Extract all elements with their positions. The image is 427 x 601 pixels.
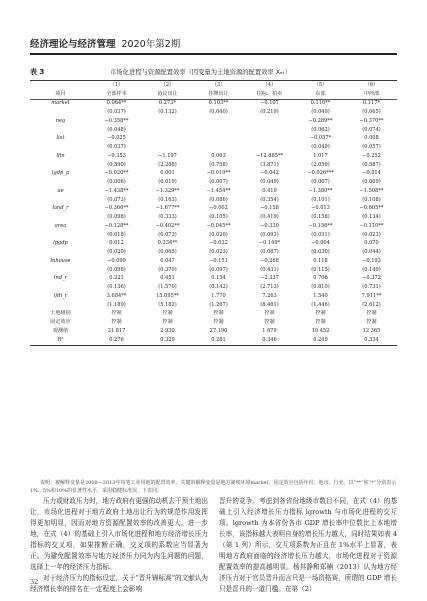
table-row-se [30, 143, 397, 152]
column-number: （1） [91, 81, 142, 90]
std-error-cell [244, 143, 295, 152]
coefficient-cell: 0.070 [364, 240, 379, 247]
coefficient-cell [142, 135, 193, 144]
std-error-cell: (0.007) [311, 179, 330, 186]
body-paragraph: 晋升的竞争。考虑到各省份地级市数目不同，在式（4）的基础上引入经济增长压力指标 lgrowth 与市场化进程的交互项。lgrowth 为本省份各市 GDP 增长率中位数比上本地增长率，该指标越大表明自身的增长压力越大，同时结果如表 4（第 1 列）所示，交互项系数为正且在 1%水平上显著，表明地方政府面临的经济增长压力越大，市场化进程对于资源配置效率的提高越明显。杨其静和郑楠（2013）认为地方经济压力对于官员晋升而言只是一场资格赛，所谓的 GDP 增长只是晋升的一道门槛。在第（2） [219, 497, 397, 593]
std-error-cell: (0.040) [209, 109, 228, 116]
coefficient-cell: 0.117* [362, 100, 381, 107]
table-row-se [30, 126, 397, 135]
coefficient-cell: 0.273* [158, 100, 177, 107]
column-number: （2） [142, 81, 193, 90]
std-error-cell: (0.419) [260, 214, 279, 221]
coefficient-cell: −1.454** [206, 187, 231, 194]
std-error-cell: (0.073) [107, 196, 126, 203]
footer-cell: 2 930 [160, 327, 175, 334]
std-error-cell: (0.370) [158, 266, 177, 273]
column-label: 中西部 [346, 90, 397, 99]
table-row [30, 222, 397, 231]
std-error-cell: (0.087) [260, 249, 279, 256]
footer-cell: 控制 [162, 310, 173, 317]
header-cell-empty [30, 81, 91, 90]
coefficient-cell: −12.885** [255, 152, 284, 159]
variable-name-blank [30, 231, 91, 240]
column-number: （5） [295, 81, 346, 90]
coefficient-cell: −0.128** [104, 222, 129, 229]
footer-cell: 控制 [366, 310, 377, 317]
std-error-cell: (0.163) [158, 196, 177, 203]
coefficient-cell: −0.149* [258, 240, 281, 247]
table-row-se [30, 301, 397, 310]
body-column-right [219, 496, 397, 595]
column-number: （4） [244, 81, 295, 90]
std-error-cell: (0.149) [362, 266, 381, 273]
variable-name-blank [30, 143, 91, 152]
coefficient-cell: −0.013 [311, 205, 330, 212]
coefficient-cell [193, 117, 244, 126]
std-error-cell: (0.030) [311, 249, 330, 256]
coefficient-cell: −0.353 [107, 152, 126, 159]
std-error-cell: (0.108) [362, 196, 381, 203]
coefficient-cell: −0.268 [260, 257, 279, 264]
coefficient-cell: −0.107 [260, 100, 279, 107]
std-error-cell: (0.007) [209, 179, 228, 186]
variable-name-blank [30, 248, 91, 257]
body-column-left [30, 496, 208, 595]
variable-name: ue [57, 187, 64, 194]
footer-cell: 控制 [366, 319, 377, 326]
column-number: （6） [346, 81, 397, 90]
std-error-cell: (3.871) [260, 161, 279, 168]
column-label: 东部 [295, 90, 346, 99]
table-row [30, 240, 397, 249]
coefficient-cell: 0.118 [313, 257, 328, 264]
std-error-cell: (0.731) [362, 284, 381, 291]
column-number: （3） [193, 81, 244, 90]
coefficient-cell: −0.099 [107, 257, 126, 264]
std-error-cell: (2.059) [311, 161, 330, 168]
variable-name: lgdp_g [51, 170, 70, 177]
coefficient-cell: 0.706 [313, 275, 328, 282]
std-error-cell: (5.182) [158, 301, 177, 308]
footer-cell: 0.346 [244, 336, 295, 345]
table-header-numbers [30, 81, 397, 90]
footer-cell: 控制 [111, 310, 122, 317]
std-error-cell: (2.612) [362, 301, 381, 308]
coefficient-cell: −0.158 [260, 205, 279, 212]
coefficient-cell: −0.289** [308, 117, 333, 124]
std-error-cell: (1.446) [311, 301, 330, 308]
std-error-cell: (0.810) [311, 284, 330, 291]
coefficient-cell [193, 135, 244, 144]
variable-name: area [54, 222, 67, 229]
table-header-labels [30, 90, 397, 99]
variable-name: land_r [52, 205, 69, 212]
coefficient-cell: −1.438** [104, 187, 129, 194]
std-error-cell: (0.037) [107, 109, 126, 116]
std-error-cell: (0.105) [209, 214, 228, 221]
variable-name-blank [30, 266, 91, 275]
footer-cell: 控制 [111, 319, 122, 326]
std-error-cell: (0.044) [362, 249, 381, 256]
table-row [30, 99, 397, 108]
coefficient-cell: −0.042 [260, 170, 279, 177]
page-number: 32 [30, 578, 39, 586]
table-row [30, 205, 397, 214]
footer-cell: 0.334 [346, 336, 397, 345]
std-error-cell: (0.354) [260, 196, 279, 203]
std-error-cell [142, 126, 193, 135]
std-error-cell: (2.288) [158, 161, 177, 168]
variable-name: lnd_r [53, 275, 68, 282]
footer-cell: 控制 [213, 319, 224, 326]
footer-label: 土地级别 [50, 310, 71, 317]
footer-cell: 12 365 [362, 327, 381, 334]
std-error-cell: (0.431) [260, 266, 279, 273]
table-row [30, 152, 397, 161]
std-error-cell: (0.020) [209, 231, 228, 238]
variable-name: lpgdp [53, 240, 68, 247]
std-error-cell: (8.461) [260, 301, 279, 308]
footer-cell: 1 679 [262, 327, 277, 334]
coefficient-cell: −0.045** [206, 222, 231, 229]
coefficient-cell: −0.252 [362, 152, 381, 159]
coefficient-cell: −0.402** [155, 222, 180, 229]
std-error-cell: (0.049) [311, 144, 330, 151]
variable-name-blank [30, 301, 91, 310]
coefficient-cell: 0.221 [109, 275, 124, 282]
column-label: 全部样本 [91, 90, 142, 99]
coefficient-cell: 0.103** [208, 100, 229, 107]
footer-cell: 19 452 [311, 327, 330, 334]
footer-cell: 0.329 [142, 336, 193, 345]
std-error-cell: (0.132) [158, 109, 177, 116]
std-error-cell: (2.713) [260, 284, 279, 291]
std-error-cell: (0.020) [107, 249, 126, 256]
std-error-cell: (0.098) [107, 214, 126, 221]
std-error-cell: (0.065) [362, 109, 381, 116]
table-row [30, 275, 397, 284]
table-number: 表 3 [30, 68, 45, 76]
std-error-cell [244, 126, 295, 135]
table-notes: 说明：被解释变量是2008—2013年每笔工业用地的配置效率，关键的解释变量是地方制度环境market。固定效应包括年份、地市、行业、以“**”和“*”分别表示1%、5%和10%的显著性水平，采用稳健标准误。下表同。 [30, 480, 397, 494]
variable-name: lfdi_r [53, 292, 68, 299]
table-row-se [30, 266, 397, 275]
std-error-cell: (1.570) [158, 284, 177, 291]
coefficient-cell: 0.001 [160, 170, 175, 177]
header-rule [30, 53, 397, 55]
coefficient-cell: −0.025 [107, 135, 126, 142]
std-error-cell: (0.097) [209, 266, 228, 273]
std-error-cell: (0.086) [209, 196, 228, 203]
coefficient-cell: 7.911** [361, 292, 382, 299]
footer-cell: 27 190 [209, 327, 228, 334]
coefficient-cell: −0.002 [209, 205, 228, 212]
std-error-cell: (0.101) [311, 196, 330, 203]
variable-name-blank [30, 161, 91, 170]
coefficient-cell [142, 117, 193, 126]
footer-cell: 0.276 [91, 336, 142, 345]
coefficient-cell: −0.156** [308, 222, 333, 229]
footer-cell: 0.249 [295, 336, 346, 345]
coefficient-cell: −0.057* [309, 135, 332, 142]
std-error-cell [193, 126, 244, 135]
std-error-cell: (0.023) [209, 249, 228, 256]
coefficient-cell: −0.330 [260, 222, 279, 229]
variable-name-blank [30, 126, 91, 135]
coefficient-cell: −0.020** [104, 170, 129, 177]
table-footer-row [30, 310, 397, 319]
coefficient-cell: 3.684** [106, 292, 127, 299]
std-error-cell: (0.065) [158, 249, 177, 256]
journal-name: 经济理论与经济管理 [30, 39, 116, 50]
variable-name: list [56, 135, 65, 142]
body-paragraph: 对于经济压力的指标设定，关于“晋升锦标赛”的文献认为经济增长率的排名在一定程度上会影响 [30, 574, 208, 593]
std-error-cell: (0.587) [362, 161, 381, 168]
coefficient-cell: 1.770 [211, 292, 226, 299]
footer-cell: 31 817 [107, 327, 126, 334]
table-row [30, 257, 397, 266]
footer-label: 固定效应 [50, 319, 71, 326]
variable-name: lfin [56, 152, 65, 159]
std-error-cell: (0.048) [107, 126, 126, 133]
column-label: 挂牌出让 [193, 90, 244, 99]
std-error-cell: (0.057) [362, 144, 381, 151]
table-row-se [30, 248, 397, 257]
variable-name-blank [30, 196, 91, 205]
coefficient-cell [244, 117, 295, 126]
std-error-cell: (0.009) [362, 179, 381, 186]
coefficient-cell: −0.019** [206, 170, 231, 177]
std-error-cell: (0.136) [107, 284, 126, 291]
std-error-cell: (0.049) [311, 109, 330, 116]
std-error-cell: (0.018) [107, 231, 126, 238]
coefficient-cell: −0.032 [209, 240, 228, 247]
table-row [30, 292, 397, 301]
footer-cell: 0.281 [193, 336, 244, 345]
footer-label: 观测值 [52, 327, 69, 334]
coefficient-cell: −0.004 [311, 240, 330, 247]
coefficient-cell: −0.370** [359, 117, 384, 124]
coefficient-cell: −0.193 [362, 257, 381, 264]
coefficient-cell: −1.677** [155, 205, 180, 212]
std-error-cell: (0.098) [107, 266, 126, 273]
coefficient-cell: 0.154 [211, 275, 226, 282]
coefficient-cell: 0.451 [160, 275, 175, 282]
coefficient-cell: −1.380** [308, 187, 333, 194]
coefficient-cell: 0.008 [364, 135, 379, 142]
coefficient-cell: −0.372 [362, 275, 381, 282]
coefficient-cell: 7.263 [262, 292, 277, 299]
coefficient-cell: −0.366** [104, 205, 129, 212]
table-row-se [30, 108, 397, 117]
std-error-cell: (0.062) [311, 126, 330, 133]
journal-issue: 2020年第2期 [121, 39, 181, 50]
std-error-cell: (0.115) [311, 266, 330, 273]
variable-name: lnhouse [50, 257, 71, 264]
table-row-se [30, 213, 397, 222]
std-error-cell: (0.093) [260, 231, 279, 238]
std-error-cell: (0.006) [107, 179, 126, 186]
std-error-cell: (1.189) [107, 301, 126, 308]
body-paragraph: 压力或财政压力时，地方政府有更强的动机去干预土地出让，市场化进程对于地方政府土地出让行为的规范作用发挥得更加明显，因而对地方资源配置效率的改善更大。进一步地，在式（4）的基础上引入市场化进程和地方经济增长压力指标的交叉项，如果推断正确，交叉项的系数应当显著为正。为避免配置效率与地方经济压力同为内生问题的问题，选择上一年的经济压力指标。 [30, 497, 208, 571]
table-title: 市场化进程与资源配置效率（因变量为土地资源的配置效率 Xₑₜ） [110, 69, 291, 76]
variable-name-blank [30, 178, 91, 187]
std-error-cell: (0.073) [158, 231, 177, 238]
coefficient-cell: 0.063 [211, 152, 226, 159]
footer-cell: 控制 [264, 319, 275, 326]
coefficient-cell: 0.047 [160, 257, 175, 264]
coefficient-cell: −0.605** [359, 205, 384, 212]
coefficient-cell: 1.017 [313, 152, 328, 159]
table-footer-row [30, 336, 397, 345]
std-error-cell: (0.142) [209, 284, 228, 291]
variable-name-blank [30, 283, 91, 292]
coefficient-cell: −0.358** [104, 117, 129, 124]
coefficient-cell: 0.419 [262, 187, 277, 194]
regression-table [30, 80, 397, 346]
footer-cell: 控制 [315, 310, 326, 317]
table-footer-row [30, 318, 397, 327]
std-error-cell [193, 143, 244, 152]
coefficient-cell: −0.014 [362, 170, 381, 177]
variable-name-blank [30, 213, 91, 222]
coefficient-cell: 15.095** [156, 292, 179, 299]
std-error-cell: (0.031) [311, 231, 330, 238]
table-row [30, 187, 397, 196]
std-error-cell: (0.219) [260, 109, 279, 116]
table-row-se [30, 178, 397, 187]
table-row [30, 170, 397, 179]
std-error-cell: (1.267) [209, 301, 228, 308]
footer-cell: 控制 [213, 310, 224, 317]
table-row [30, 135, 397, 144]
variable-name: neg [55, 117, 66, 124]
std-error-cell: (0.758) [209, 161, 228, 168]
std-error-cell: (0.333) [158, 214, 177, 221]
column-label: 项目 [30, 90, 91, 99]
coefficient-cell: 1.540 [313, 292, 328, 299]
coefficient-cell: 0.110** [310, 100, 331, 107]
coefficient-cell: −0.151 [209, 257, 228, 264]
std-error-cell: (0.049) [260, 179, 279, 186]
std-error-cell: (0.158) [311, 214, 330, 221]
coefficient-cell: 0.012 [109, 240, 124, 247]
footer-cell: 控制 [315, 319, 326, 326]
footer-label: R² [30, 336, 91, 345]
std-error-cell: (0.590) [107, 161, 126, 168]
coefficient-cell [244, 135, 295, 144]
coefficient-cell: −0.026*** [307, 170, 334, 177]
footer-cell: 控制 [264, 310, 275, 317]
table-row-se [30, 231, 397, 240]
coefficient-cell: −1.329** [155, 187, 180, 194]
table-row-se [30, 283, 397, 292]
variable-name-blank [30, 108, 91, 117]
std-error-cell: (0.023) [362, 231, 381, 238]
footer-cell: 控制 [162, 319, 173, 326]
table-row [30, 117, 397, 126]
column-label: 协议出让 [142, 90, 193, 99]
coefficient-cell: −2.337 [260, 275, 279, 282]
coefficient-cell: −0.110** [359, 222, 384, 229]
std-error-cell: (0.037) [107, 144, 126, 151]
column-label: 招标、拍卖 [244, 90, 295, 99]
std-error-cell [142, 143, 193, 152]
table-row-se [30, 161, 397, 170]
coefficient-cell: 0.234** [157, 240, 178, 247]
coefficient-cell: −1.197 [158, 152, 177, 159]
std-error-cell: (0.134) [362, 214, 381, 221]
std-error-cell: (0.019) [158, 179, 177, 186]
coefficient-cell: 0.064** [106, 100, 127, 107]
variable-name: market [51, 100, 70, 107]
table-footer-row [30, 327, 397, 336]
coefficient-cell: −1.508** [359, 187, 384, 194]
journal-header [30, 36, 180, 50]
std-error-cell: (0.074) [362, 126, 381, 133]
table-row-se [30, 196, 397, 205]
